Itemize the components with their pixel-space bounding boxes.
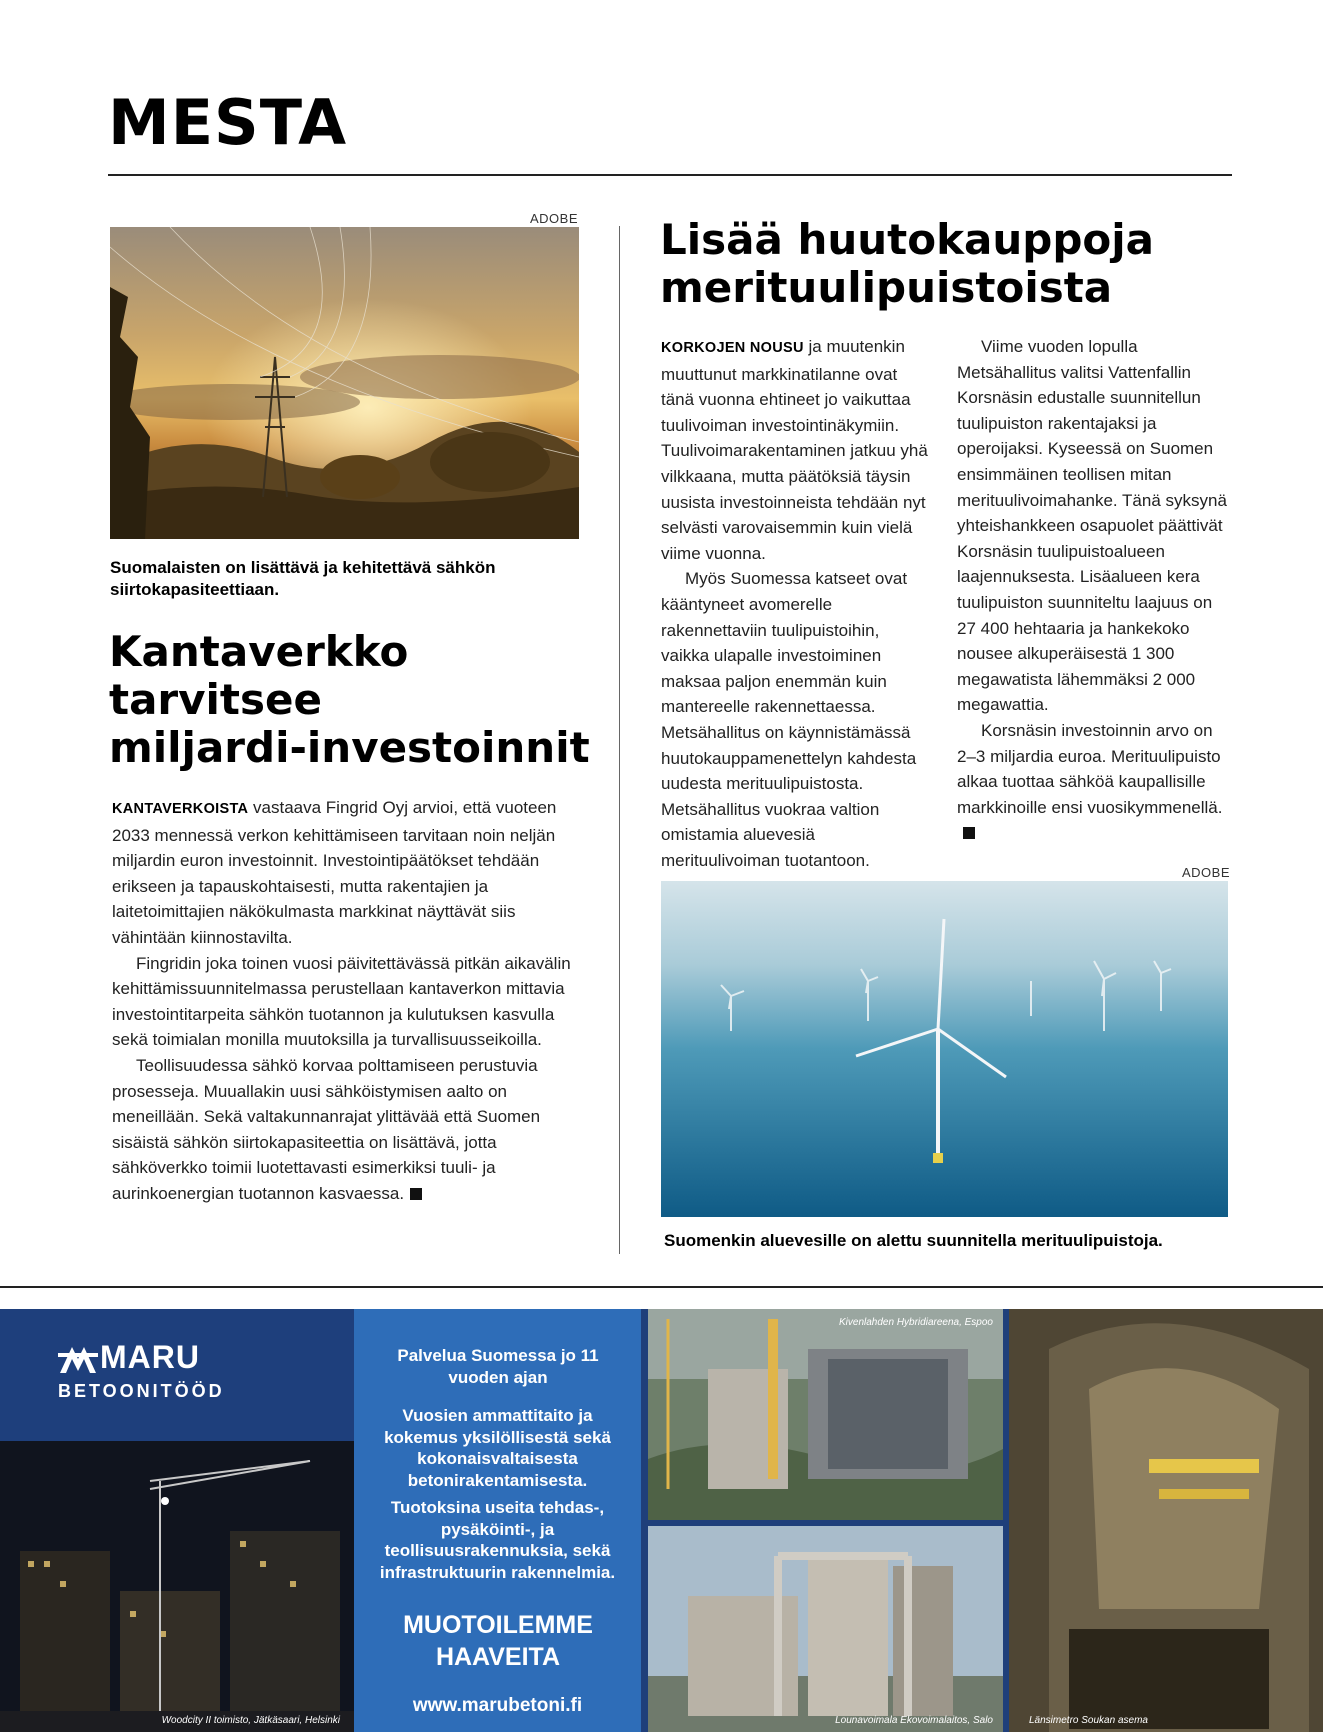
ad-text-panel (354, 1309, 641, 1732)
ad-logo-panel (0, 1309, 354, 1449)
paragraph: Fingridin joka toinen vuosi päivitettävässä pitkän aikavälin kehittämissuunnitelmassa perustellaan kantaverkon mittavia investointitarpeita sähkön tuotannon ja kulutuksen kasvulla sekä toimialan monilla muutoksilla ja turvallisuusseikoilla. (112, 953, 571, 1050)
left-headline-line: tarvitsee (109, 675, 322, 724)
right-headline-line: Lisää huutokauppoja (660, 215, 1154, 264)
right-headline (660, 216, 1280, 312)
top-divider (108, 174, 1232, 176)
left-headline-line: miljardi-investoinnit (109, 723, 590, 772)
paragraph: ja muutenkin muuttunut markkinatilanne ovat tänä vuonna ehtineet jo vaikuttaa tuulivoiman investointinäkymiin. Tuulivoimarakentaminen jatkuu yhä vilkkaana, mutta päätöksiä täysin uusista investoinneista tehdään nyt selvästi varovaisemmin kuin vielä viime vuonna. (661, 337, 928, 563)
right-photo-caption: Suomenkin aluevesille on alettu suunnitella merituulipuistoja. (664, 1231, 1163, 1250)
paragraph: vastaava Fingrid Oyj arvioi, että vuoteen 2033 mennessä verkon kehittämiseen tarvitaan noin neljän miljardin euron investoinnit. Investointipäätökset tehdään erikseen ja tapauskohtaisesti, mutta rakentajien ja laitetoimittajien näkökulmasta markkinat näyttävät siis vähintään kiinnostavilta. (112, 798, 557, 947)
paragraph: Myös Suomessa katseet ovat kääntyneet avomerelle rakennettaviin tuulipuistoihin, vaikka ulapalle investoiminen maksaa paljon enemmän kuin mantereelle rakennettaessa. Metsähallitus on käynnistämässä huutokauppamenettelyn kahdesta uudesta merituulipuistosta. Metsähallitus vuokraa valtion omistamia aluevesiä merituulivoiman tuotantoon. (661, 569, 917, 870)
ad-photo-caption: Länsimetro Soukan asema (1029, 1715, 1148, 1726)
end-of-article-mark (963, 827, 975, 839)
ad-slogan: MUOTOILEMME HAAVEITA (403, 1611, 593, 1671)
ad-photo-woodcity (0, 1441, 354, 1732)
ad-photo-hybridiareena (648, 1309, 1003, 1520)
lead-word: KANTAVERKOISTA (112, 801, 249, 817)
right-photo-credit: ADOBE (1182, 865, 1231, 880)
right-article-col1 (661, 334, 931, 873)
ad-logo-name: MARU (100, 1339, 200, 1375)
right-headline-line: merituulipuistoista (660, 263, 1113, 312)
right-article-col2 (957, 334, 1227, 846)
left-headline-line: Kantaverkko (109, 627, 409, 676)
offshore-wind-photo (661, 881, 1228, 1217)
left-article-body (112, 795, 581, 1207)
ad-photo-caption: Lounavoimala Ekovoimalaitos, Salo (835, 1715, 993, 1726)
left-headline (109, 628, 609, 772)
ad-line: Vuosien ammattitaito ja kokemus yksilöllisestä sekä kokonaisvaltaisesta betonirakentamisesta. (384, 1406, 611, 1490)
section-title: MESTA (108, 86, 348, 159)
left-photo-credit: ADOBE (530, 211, 579, 226)
paragraph: Korsnäsin investoinnin arvo on 2–3 miljardia euroa. Merituulipuisto alkaa tuottaa sähköä kaupallisille markkinoille ensi vuosikymmenellä. (957, 720, 1223, 817)
power-lines-photo (110, 227, 579, 539)
ad-photo-ekovoimalaitos (648, 1526, 1003, 1732)
maru-advertisement (0, 1309, 1323, 1732)
ad-url-link[interactable]: www.marubetoni.fi (412, 1695, 583, 1716)
end-of-article-mark (410, 1188, 422, 1200)
ad-photo-lansimetro (1009, 1309, 1323, 1732)
paragraph: Teollisuudessa sähkö korvaa polttamiseen perustuvia prosesseja. Muuallakin uusi sähköistymisen aalto on meneillään. Sekä valtakunnanrajat ylittävää että Suomen sisäistä sähkön siirtokapasiteettia on lisättävä, jotta sähköverkko toimii luotettavasti esimerkiksi tuuli- ja aurinkoenergian tuotannon kasvaessa. (112, 1055, 541, 1203)
ad-photo-caption: Kivenlahden Hybridiareena, Espoo (839, 1317, 993, 1328)
bottom-divider (0, 1286, 1323, 1288)
paragraph: Viime vuoden lopulla Metsähallitus valitsi Vattenfallin Korsnäsin edustalle suunnitellun tuulipuiston rakentajaksi ja operoijaksi. Kyseessä on Suomen ensimmäinen teollisen mitan merituulivoimahanke. Tänä syksynä yhteishankkeen osapuolet päättivät Korsnäsin tuulipuistoalueen laajennuksesta. Lisäalueen kera tuulipuiston suunniteltu laajuus on 27 400 hehtaaria ja hankekoko nousee alkuperäisestä 1 300 megawatista lähemmäksi 2 000 megawattia. (957, 337, 1227, 715)
ad-logo-sub: BETOONITÖÖD (58, 1381, 225, 1401)
ad-line: Tuotoksina useita tehdas-, pysäköinti-, ja teollisuusrakennuksia, sekä infrastruktuurin rakennelmia. (379, 1498, 616, 1582)
lead-word: KORKOJEN NOUSU (661, 340, 804, 356)
ad-line: Palvelua Suomessa jo 11 vuoden ajan (397, 1346, 599, 1387)
left-photo-caption: Suomalaisten on lisättävä ja kehitettävä sähkön siirtokapasiteettiaan. (110, 558, 496, 599)
ad-photo-caption: Woodcity II toimisto, Jätkäsaari, Helsinki (161, 1715, 340, 1726)
maru-logo-icon (58, 1339, 98, 1375)
column-divider (619, 226, 620, 1254)
